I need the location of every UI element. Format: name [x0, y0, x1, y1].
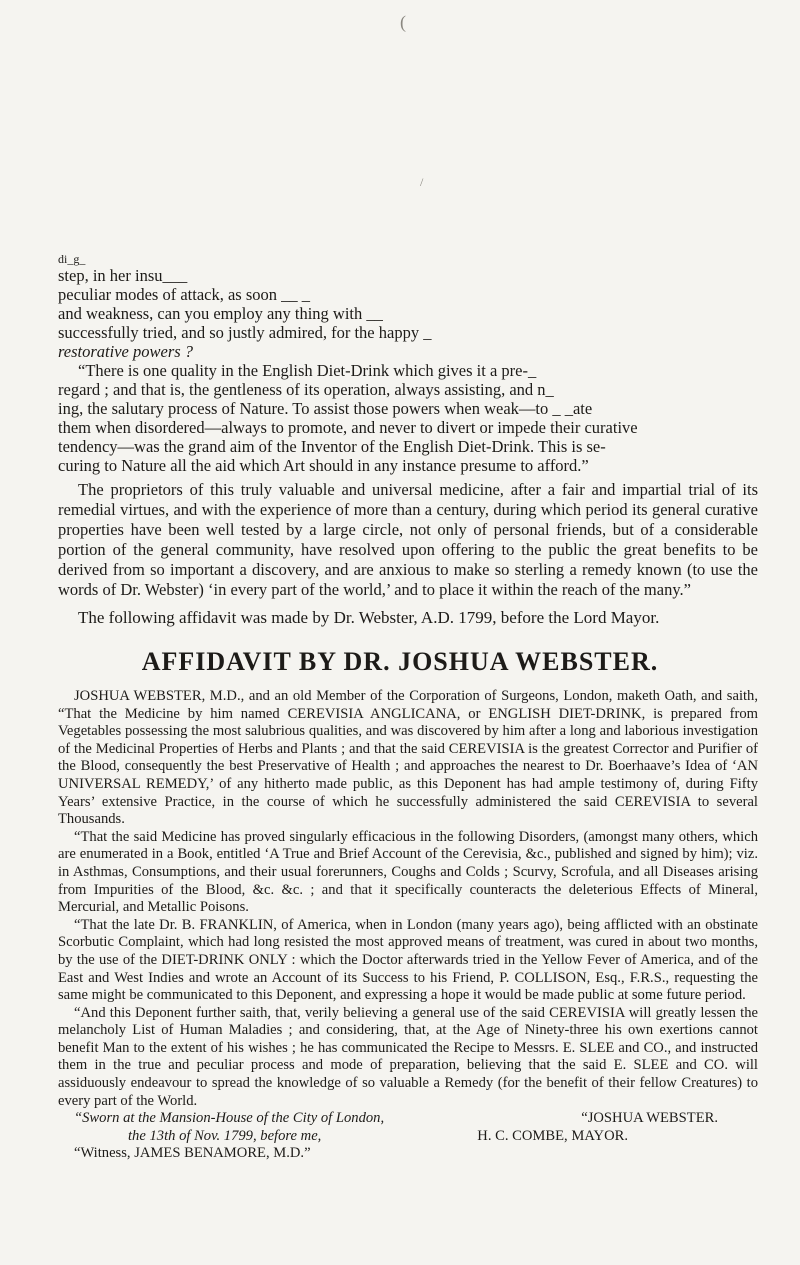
intro-line: The following affidavit was made by Dr. Webster, A.D. 1799, before the Lord Mayor. — [78, 608, 660, 627]
text-line: tendency—was the grand aim of the Inventor of the English Diet-Drink. This is se- — [58, 437, 606, 456]
text-line: di_g_ — [58, 252, 86, 266]
top-fragment — [58, 252, 758, 475]
text-line: successfully tried, and so justly admired, for the happy _ — [58, 323, 432, 342]
text-line: restorative powers ? — [58, 342, 194, 361]
affidavit-body — [58, 688, 758, 1163]
text-line: step, in her insu___ — [58, 266, 188, 285]
sworn-text: “Sworn at the Mansion-House of the City of London, — [74, 1110, 385, 1127]
text-line: them when disordered—always to promote, and never to divert or impede their curative — [58, 418, 638, 437]
paragraph: JOSHUA WEBSTER, M.D., and an old Member of the Corporation of Surgeons, London, maketh Oath, and saith, “That the Medicine by him named CEREVISIA ANGLICANA, or ENGLISH DIET-DRINK, is prepared from Vegetables possessing the most salubrious qualities, and was discovered by him after a long and laborious investigation of the Medicinal Properties of Herbs and Plants ; and that the said CEREVISIA is the greatest Corrector and Purifier of the Blood, consequently the best Preservative of Health ; and approaches the nearest to Dr. Boerhaave’s Idea of ‘AN UNIVERSAL REMEDY,’ of any hitherto made public, as this Deponent has had ample testimony of, during Fifty Years’ extensive Practice, in the course of which he successfully administered the said CEREVISIA to several Thousands. — [58, 688, 758, 828]
text-line: peculiar modes of attack, as soon __ _ — [58, 285, 311, 304]
text-line: “There is one quality in the English Diet-Drink which gives it a pre-_ — [78, 361, 537, 380]
scan-mark: / — [420, 175, 424, 189]
text-line: regard ; and that is, the gentleness of its operation, always assisting, and n_ — [58, 380, 554, 399]
text-line: ing, the salutary process of Nature. To assist those powers when weak—to _ _ate — [58, 399, 593, 418]
proprietors-paragraph — [58, 480, 758, 600]
date-line — [58, 1128, 758, 1146]
text-line: and weakness, can you employ any thing with __ — [58, 304, 383, 323]
paragraph: “And this Deponent further saith, that, verily believing a general use of the said CEREVISIA will greatly lessen the melancholy List of Human Maladies ; and considering, that, at the Age of Ninety-three his own exertions cannot benefit Man to the extent of his wishes ; he has communicated the Recipe to Messrs. E. SLEE and CO., and instructed them in the true and peculiar process and mode of preparation, believing that the said E. SLEE and CO. will assiduously endeavour to spread the knowledge of so valuable a Remedy (for the benefit of their fellow Creatures) to every part of the World. — [58, 1004, 758, 1109]
section-heading: AFFIDAVIT BY DR. JOSHUA WEBSTER. — [141, 647, 659, 676]
paragraph: “That the late Dr. B. FRANKLIN, of America, when in London (many years ago), being afflicted with an obstinate Scorbutic Complaint, which had long resisted the most approved means of treatment, was cured in about two months, by the use of the DIET-DRINK ONLY : which the Doctor afterwards tried in the Yellow Fever of America, and of the East and West Indies and wrote an Account of its Success to his Friend, P. COLLISON, Esq., F.R.S., requesting the same might be communicated to this Deponent, and expressing a hope it would be made public at some future period. — [58, 916, 758, 1004]
paragraph: The proprietors of this truly valuable and universal medicine, after a fair and impartial trial of its remedial virtues, and with the experience of more than a century, during which period its general curative properties have been well tested by a large circle, not only of personal friends, but of a considerable portion of the general community, have resolved upon offering to the public the great benefits to be derived from so important a discovery, and are anxious to make so sterling a remedy known (to use the words of Dr. Webster) ‘in every part of the world,’ and to place it within the reach of the many.” — [58, 480, 758, 599]
signer-name: “JOSHUA WEBSTER. — [581, 1110, 718, 1127]
sworn-date: the 13th of Nov. 1799, before me, — [128, 1127, 322, 1144]
signature-line — [58, 1110, 758, 1128]
witness-line: “Witness, JAMES BENAMORE, M.D.” — [74, 1145, 311, 1162]
mayor-name: H. C. COMBE, MAYOR. — [477, 1127, 628, 1144]
scan-mark: ( — [400, 12, 406, 32]
paragraph: “That the said Medicine has proved singularly efficacious in the following Disorders, (amongst many others, which are enumerated in a Book, entitled ‘A True and Brief Account of the Cerevisia, &c., published and signed by him); viz. in Asthmas, Consumptions, and their usual forerunners, Coughs and Colds ; Scurvy, Scrofula, and all Diseases arising from Impurities of the Blood, &c. &c. ; and that it specifically counteracts the deleterious Effects of Mineral, Mercurial, and Metallic Poisons. — [58, 828, 758, 916]
text-line: curing to Nature all the aid which Art should in any instance presume to afford.” — [58, 456, 589, 475]
